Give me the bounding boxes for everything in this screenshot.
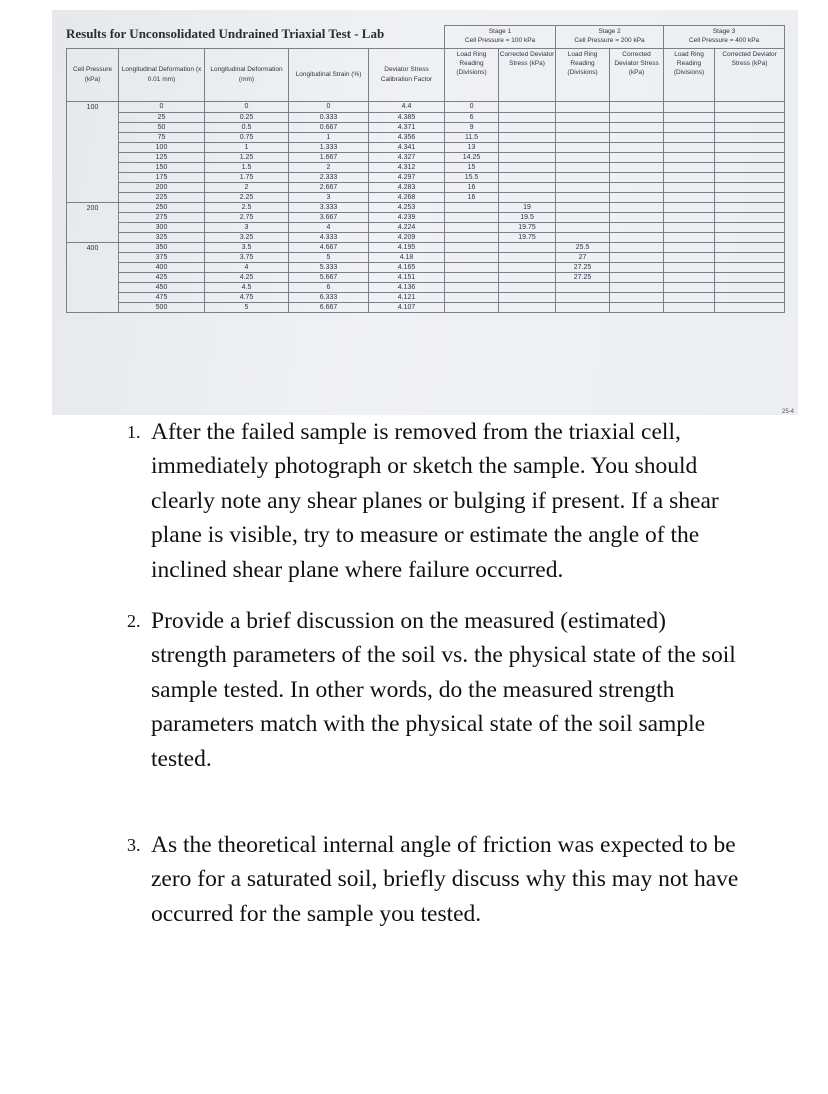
cell-pressure-value: 400 [67,242,119,312]
stage-2-name: Stage 2 [598,28,621,35]
table-cell: 3.5 [205,242,289,252]
table-cell-empty [664,152,715,162]
table-cell: 0 [205,101,289,112]
table-cell [556,101,610,112]
table-cell-empty [610,242,664,252]
table-cell: 4 [205,262,289,272]
table-cell [556,212,610,222]
table-cell-empty [610,202,664,212]
header-stage-3-corrected: Corrected Deviator Stress (kPa) [715,48,785,101]
table-cell: 0.5 [205,122,289,132]
table-cell [556,232,610,242]
table-cell: 2.333 [289,172,369,182]
table-cell-empty [715,282,785,292]
table-cell: 1.667 [289,152,369,162]
table-cell [499,142,556,152]
table-cell: 4.107 [369,302,445,312]
table-cell: 4.297 [369,172,445,182]
header-long-strain: Longitudinal Strain (%) [289,48,369,101]
table-cell [556,202,610,212]
table-cell [556,172,610,182]
table-cell [499,162,556,172]
question-text: Provide a brief discussion on the measured (estimated) strength parameters of the soil vs. the physical state of the soil sample tested. In other words, do the measured strength parameters match with the physical state of the soil sample tested. [151,608,736,772]
table-cell [556,132,610,142]
table-cell: 16 [445,182,499,192]
table-cell [556,282,610,292]
table-cell: 6 [289,282,369,292]
table-cell: 5 [289,252,369,262]
table-cell-empty [664,122,715,132]
table-cell: 4.136 [369,282,445,292]
stage-3-name: Stage 3 [712,28,736,35]
table-cell: 0.75 [205,132,289,142]
table-cell-empty [715,242,785,252]
table-cell: 4.121 [369,292,445,302]
table-cell: 19.75 [499,232,556,242]
table-cell: 4.25 [205,272,289,282]
table-row [67,122,785,132]
table-cell-empty [664,182,715,192]
table-cell: 1.25 [205,152,289,162]
table-cell-empty [715,292,785,302]
question-item [127,604,747,776]
header-stage-1-load-ring: Load Ring Reading (Divisions) [445,48,499,101]
table-cell: 13 [445,142,499,152]
table-cell: 1.333 [289,142,369,152]
table-cell [445,282,499,292]
table-cell: 1.5 [205,162,289,172]
question-number: 1. [127,422,141,442]
table-cell: 100 [119,142,205,152]
table-cell-empty [715,142,785,152]
table-row [67,132,785,142]
table-cell: 350 [119,242,205,252]
table-cell-empty [610,122,664,132]
stage-1-pressure: Cell Pressure = 100 kPa [464,37,536,44]
table-row [67,282,785,292]
table-cell-empty [715,232,785,242]
table-cell [499,132,556,142]
table-cell-empty [664,172,715,182]
table-cell-empty [610,101,664,112]
table-cell: 15 [445,162,499,172]
question-text: After the failed sample is removed from the triaxial cell, immediately photograph or sketch the sample. You should clearly note any shear planes or bulging if present. If a shear plane is visible, try to measure or estimate the angle of the inclined shear plane where failure occurred. [151,419,719,583]
header-stage-2-corrected: Corrected Deviator Stress (kPa) [610,48,664,101]
table-cell: 0 [445,101,499,112]
table-cell: 4.151 [369,272,445,282]
table-cell: 0.25 [205,112,289,122]
stage-2-header [556,26,664,49]
header-stage-1-corrected: Corrected Deviator Stress (kPa) [499,48,556,101]
table-cell-empty [664,272,715,282]
table-cell: 19 [499,202,556,212]
question-item [127,415,747,587]
table-cell: 6.333 [289,292,369,302]
table-cell: 4.4 [369,101,445,112]
sheet-title: Results for Unconsolidated Undrained Triaxial Test - Lab [66,26,385,41]
table-cell [556,222,610,232]
table-cell [445,262,499,272]
table-row [67,242,785,252]
table-cell [499,152,556,162]
table-cell: 3.333 [289,202,369,212]
cell-pressure-value: 100 [67,101,119,202]
table-cell [556,162,610,172]
table-cell-empty [664,252,715,262]
table-cell: 500 [119,302,205,312]
stage-3-header [664,26,785,49]
table-cell-empty [664,292,715,302]
table-row [67,101,785,112]
table-cell: 4.165 [369,262,445,272]
table-cell-empty [715,182,785,192]
table-cell-empty [715,101,785,112]
table-cell: 11.5 [445,132,499,142]
table-cell: 5 [205,302,289,312]
table-cell: 2 [205,182,289,192]
page-mark: 25-4 [781,409,794,415]
table-row [67,212,785,222]
table-cell: 225 [119,192,205,202]
table-cell-empty [715,202,785,212]
table-cell: 250 [119,202,205,212]
table-cell: 425 [119,272,205,282]
table-cell-empty [610,112,664,122]
table-cell: 4.5 [205,282,289,292]
table-cell-empty [610,302,664,312]
table-cell: 6.667 [289,302,369,312]
table-cell: 27.25 [556,262,610,272]
table-cell [445,222,499,232]
table-cell: 25 [119,112,205,122]
table-cell: 4.385 [369,112,445,122]
table-cell [556,302,610,312]
table-row [67,302,785,312]
table-row [67,142,785,152]
table-cell: 5.667 [289,272,369,282]
table-cell-empty [610,292,664,302]
table-cell: 1.75 [205,172,289,182]
table-row [67,262,785,272]
table-cell-empty [610,282,664,292]
table-cell-empty [715,222,785,232]
header-long-deformation-mm: Longitudinal Deformation (mm) [205,48,289,101]
table-cell: 75 [119,132,205,142]
table-cell-empty [715,272,785,282]
table-cell [445,272,499,282]
table-cell: 3 [289,192,369,202]
table-cell: 0 [289,101,369,112]
table-cell [499,292,556,302]
table-cell [556,292,610,302]
table-cell-empty [664,232,715,242]
table-cell-empty [610,212,664,222]
table-cell [556,142,610,152]
table-cell [499,122,556,132]
table-cell-empty [664,162,715,172]
question-text: As the theoretical internal angle of friction was expected to be zero for a saturated soil, briefly discuss why this may not have occurred for the sample you tested. [151,832,739,927]
table-cell [445,202,499,212]
table-cell-empty [664,132,715,142]
table-cell [556,182,610,192]
header-calibration-factor: Deviator Stress Calibration Factor [369,48,445,101]
table-cell: 4.209 [369,232,445,242]
question-item [127,828,747,931]
table-cell-empty [715,192,785,202]
table-cell [445,232,499,242]
table-cell: 150 [119,162,205,172]
table-cell: 50 [119,122,205,132]
table-row [67,252,785,262]
table-cell-empty [664,302,715,312]
table-cell: 4.18 [369,252,445,262]
table-cell: 3 [205,222,289,232]
table-row [67,292,785,302]
table-cell [499,112,556,122]
table-cell: 2 [289,162,369,172]
table-cell: 475 [119,292,205,302]
table-cell-empty [715,132,785,142]
table-cell: 27 [556,252,610,262]
table-cell-empty [715,162,785,172]
table-row [67,222,785,232]
table-cell: 0.667 [289,122,369,132]
table-cell: 4.667 [289,242,369,252]
table-cell: 175 [119,172,205,182]
table-cell [499,172,556,182]
table-cell-empty [664,212,715,222]
table-cell: 200 [119,182,205,192]
table-cell-empty [664,282,715,292]
table-cell: 2.5 [205,202,289,212]
table-cell-empty [664,262,715,272]
table-cell-empty [664,101,715,112]
discussion-questions [127,415,747,931]
table-cell-empty [610,232,664,242]
table-cell-empty [610,172,664,182]
table-cell: 25.5 [556,242,610,252]
table-cell: 15.5 [445,172,499,182]
table-cell-empty [610,252,664,262]
table-cell-empty [664,142,715,152]
table-cell: 9 [445,122,499,132]
header-stage-3-load-ring: Load Ring Reading (Divisions) [664,48,715,101]
table-cell: 3.75 [205,252,289,262]
header-long-deformation-001: Longitudinal Deformation (x 0.01 mm) [119,48,205,101]
table-row [67,182,785,192]
table-cell-empty [610,162,664,172]
table-cell: 14.25 [445,152,499,162]
table-cell: 1 [289,132,369,142]
table-cell [445,212,499,222]
table-cell [556,192,610,202]
table-cell: 19.5 [499,212,556,222]
table-cell [445,252,499,262]
table-cell: 4.268 [369,192,445,202]
table-cell: 2.25 [205,192,289,202]
table-cell [499,192,556,202]
table-cell: 1 [205,142,289,152]
table-cell: 4 [289,222,369,232]
table-row [67,272,785,282]
table-cell [499,272,556,282]
header-cell-pressure: Cell Pressure (kPa) [67,48,119,101]
table-cell: 125 [119,152,205,162]
table-cell: 2.75 [205,212,289,222]
triaxial-results-table [66,25,785,313]
header-stage-2-load-ring: Load Ring Reading (Divisions) [556,48,610,101]
table-cell [499,101,556,112]
table-cell: 16 [445,192,499,202]
table-cell [499,302,556,312]
table-cell-empty [664,242,715,252]
table-row [67,152,785,162]
table-cell-empty [610,182,664,192]
table-cell-empty [715,122,785,132]
table-cell-empty [664,202,715,212]
table-cell: 0.333 [289,112,369,122]
table-cell [445,242,499,252]
table-cell: 5.333 [289,262,369,272]
stage-1-name: Stage 1 [488,28,512,35]
stage-3-pressure: Cell Pressure = 400 kPa [688,37,760,44]
table-cell-empty [664,222,715,232]
table-cell-empty [610,262,664,272]
table-cell [499,182,556,192]
table-cell: 27.25 [556,272,610,282]
table-cell: 0 [119,101,205,112]
table-row [67,232,785,242]
table-cell: 400 [119,262,205,272]
lab-sheet-photo [52,10,798,415]
table-cell: 4.195 [369,242,445,252]
table-cell-empty [610,152,664,162]
table-cell-empty [715,212,785,222]
table-cell-empty [664,192,715,202]
table-cell: 4.75 [205,292,289,302]
table-cell [445,292,499,302]
table-cell: 4.253 [369,202,445,212]
table-cell [445,302,499,312]
table-cell [556,122,610,132]
table-cell: 4.333 [289,232,369,242]
table-cell: 4.371 [369,122,445,132]
table-cell [499,242,556,252]
table-cell: 3.667 [289,212,369,222]
question-number: 3. [127,835,141,856]
table-cell-empty [610,142,664,152]
table-cell: 2.667 [289,182,369,192]
stage-2-pressure: Cell Pressure = 200 kPa [574,37,645,44]
table-row [67,162,785,172]
table-cell: 325 [119,232,205,242]
table-cell: 4.239 [369,212,445,222]
table-cell-empty [715,152,785,162]
table-cell-empty [610,222,664,232]
table-cell-empty [715,252,785,262]
table-cell-empty [610,272,664,282]
table-cell [499,282,556,292]
table-cell: 4.341 [369,142,445,152]
table-cell-empty [664,112,715,122]
table-cell: 300 [119,222,205,232]
table-cell: 4.224 [369,222,445,232]
table-cell: 19.75 [499,222,556,232]
table-cell-empty [715,112,785,122]
table-cell: 3.25 [205,232,289,242]
table-row [67,112,785,122]
table-cell [556,152,610,162]
table-cell-empty [610,132,664,142]
table-cell-empty [610,192,664,202]
table-cell: 6 [445,112,499,122]
table-cell [499,252,556,262]
table-cell-empty [715,302,785,312]
table-cell: 275 [119,212,205,222]
table-cell: 4.283 [369,182,445,192]
table-cell [499,262,556,272]
table-row [67,172,785,182]
cell-pressure-value: 200 [67,202,119,242]
table-cell: 4.356 [369,132,445,142]
table-cell [556,112,610,122]
table-cell-empty [715,262,785,272]
table-cell: 4.312 [369,162,445,172]
table-cell: 450 [119,282,205,292]
table-cell: 375 [119,252,205,262]
table-cell-empty [715,172,785,182]
table-row [67,192,785,202]
table-row [67,202,785,212]
stage-1-header [445,26,556,49]
question-number: 2. [127,611,141,632]
table-cell: 4.327 [369,152,445,162]
